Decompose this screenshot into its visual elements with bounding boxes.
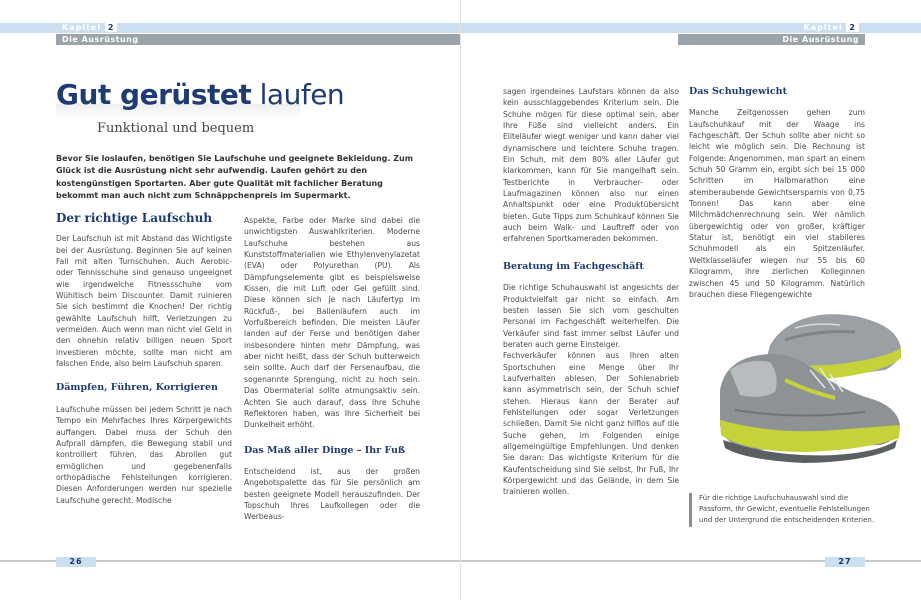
running-header-right — [678, 23, 865, 45]
right-column-2 — [689, 86, 865, 300]
heading-beratung: Beratung im Fachgeschäft — [503, 260, 644, 272]
left-column-1 — [56, 213, 232, 506]
image-caption: Für die richtige Laufschuhauswahl sind die Passform, Ihr Gewicht, eventuelle Fehlstellungen und der Untergrund die entscheidenden Kriterien. — [689, 493, 879, 527]
paragraph: Manche Zeitgenossen gehen zum Laufschuhkauf mit der Waage ins Fachgeschäft. Der Schuh sollte aber nicht so leicht wie möglich sein. Die Rechnung ist Folgende: Angenommen, man spart an einem Schuh 50 Gramm ein, ergibt sich bei 15 000 Schritten im Halbmarathon eine atemberaubende Gewichtsersparnis von 0,75 Tonnen! Das kann aber eine Milchmädchenrechnung sein. Wer nämlich übergewichtig oder von großer, kräftiger Statur ist, benötigt ein viel stabileres Schuhmodell als ein Spitzenläufer. Weltklasseläufer wiegen nur 55 bis 60 Kilogramm, ihre zierlichen Kolleginnen zwischen 45 und 50 Kilogramm. Natürlich brauchen diese Fliegengewichte — [689, 108, 865, 299]
page-number-left: 26 — [56, 557, 96, 567]
paragraph: sagen irgendeines Laufstars können da also kein ausschlaggebendes Kriterium sein. Die Schuhe mögen für diese optimal sein, aber Ihre Füße sind vielleicht anders. Ein Eliteläufer wiegt weniger und kann daher viel dynamischere und leichtere Schuhe tragen. Ein Schuh, mit dem 80% aller Läufer gut klarkommen, kann für Sie mangelhaft sein. Testberichte in Verbraucher- oder Laufmagazinen können also nur einen Anhaltspunkt oder eine Produktübersicht bieten. Gute Tipps zum Schuhkauf können Sie auch beim Walk- und Lauftreff oder von erfahrenen Sportkameraden bekommen. — [503, 87, 679, 244]
page-number-right: 27 — [825, 557, 865, 567]
chapter-label: Kapitel 2 — [678, 23, 865, 33]
heading-schuhgewicht: Das Schuhgewicht — [689, 86, 787, 97]
left-column-2 — [244, 215, 420, 523]
heading-laufschuh: Der richtige Laufschuh — [56, 211, 213, 225]
paragraph: Aspekte, Farbe oder Marke sind dabei die unwichtigsten Auswahlkriterien. Moderne Laufschuhe bestehen aus Kunststoffmaterialien wie Ethylenvenylazetat (EVA) oder Polyurethan (PU). Als Dämpfungselemente gibt es beispielsweise Kissen, die mit Luft oder Gel gefüllt sind. Diese können sich je nach Läufertyp im Rückfuß-, bei Ballenläufern auch im Vorfußbereich befinden. Die meisten Läufer landen auf der Ferse und benötigen daher insbesondere hinten mehr Dämpfung, was aber nicht heißt, dass der Schuh butterweich sein sollte. Auch darf der Fersenaufbau, die sogenannte Sprengung, nicht zu hoch sein. Das Obermaterial sollte atmungsaktiv sein. Achten Sie auch darauf, dass Ihre Schuhe Reflektoren haben, was Ihre Sicherheit bei Dunkelheit erhöht. — [244, 216, 420, 430]
running-shoes-photo — [715, 300, 905, 480]
header-right-extension — [461, 23, 678, 45]
paragraph: Die richtige Schuhauswahl ist angesichts der Produktvielfalt gar nicht so einfach. Am besten lassen Sie sich vom geschulten Personal im Fachgeschäft weiterhelfen. Die Verkäufer sind fast immer selbst Läufer und beraten auch gerne Einsteiger. — [503, 283, 679, 349]
chapter-number: 2 — [105, 23, 118, 32]
page-title: Gut gerüstet laufen — [56, 78, 345, 111]
heading-mass: Das Maß aller Dinge – Ihr Fuß — [244, 444, 406, 456]
right-column-1 — [503, 86, 679, 498]
paragraph: Der Laufschuh ist mit Abstand das Wichtigste bei der Ausrüstung. Beginnen Sie auf keinen Fall mit alten Turnschuhen. Auch Aerobic- oder Tennisschuhe sind genauso ungeeignet wie irgendwelche Fitnessschuhe vom Wühltisch beim Discounter. Damit ruinieren Sie sich bestimmt die Knochen! Der richtig gewählte Laufschuh hilft, Verletzungen zu vermeiden. Auch wenn man nicht viel Geld in den ohnehin relativ billigen neuen Sport investieren möchte, sollte man nicht am falschen Ende, also beim Laufschuh sparen. — [56, 234, 232, 369]
left-page — [0, 0, 460, 600]
chapter-number: 2 — [846, 23, 859, 32]
header-right-tail — [865, 23, 921, 45]
page-subtitle: Funktional und bequem — [97, 121, 255, 136]
section-label: Die Ausrüstung — [56, 34, 460, 45]
intro-paragraph: Bevor Sie loslaufen, benötigen Sie Laufschuhe und geeignete Bekleidung. Zum Glück ist die Ausrüstung nicht sehr aufwendig. Laufen gehört zu den kostengünstigen Sportarten. Aber gute Qualität mit fachlicher Beratung bekommt man auch nicht zum Schnäppchenpreis im Supermarkt. — [56, 154, 414, 200]
heading-daempfen: Dämpfen, Führen, Korrigieren — [56, 382, 218, 394]
paragraph: Fachverkäufer können aus Ihren alten Sportschuhen eine Menge über Ihr Laufverhalten ablesen. Der Sohlenabrieb kann asymmetrisch sein, der Schuh schief stehen. Hieraus kann der Berater auf Fehlstellungen oder sogar Verletzungen schließen. Damit Sie nicht ganz hilflos auf die Suche gehen, im Folgenden einige allgemeingültige Empfehlungen. Und denken Sie daran: Das wichtigste Kriterium für die Kaufentscheidung sind Sie selbst, Ihr Fuß, Ihr Körpergewicht und das Gelände, in dem Sie trainieren wollen. — [503, 351, 679, 497]
running-header-left — [56, 23, 460, 45]
paragraph: Laufschuhe müssen bei jedem Schritt je nach Tempo ein Mehrfaches Ihres Körpergewichts auffangen. Dabei muss der Schuh den Aufprall dämpfen, die Bewegung stabil und kontrolliert führen, das Abrollen gut ermöglichen und gegebenenfalls orthopädische Fehlstellungen korrigieren. Diesen Anforderungen werden nur spezielle Laufschuhe gerecht. Modische — [56, 404, 232, 505]
section-label: Die Ausrüstung — [678, 34, 865, 45]
paragraph: Entscheidend ist, aus der großen Angebotspalette das für Sie persönlich am besten geeignete Modell herauszufinden. Der Topschuh Ihres Laufkollegen oder die Werbeaus- — [244, 466, 420, 522]
chapter-label: Kapitel 2 — [56, 23, 460, 33]
